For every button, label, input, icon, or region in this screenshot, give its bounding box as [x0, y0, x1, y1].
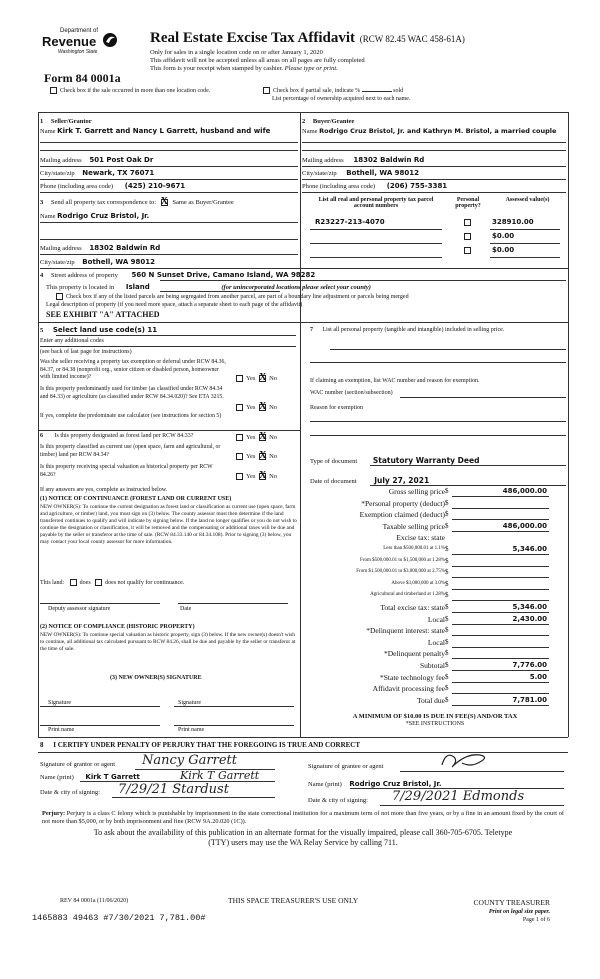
section2-header [302, 118, 567, 125]
dollar-sign: $ [445, 591, 449, 600]
tax-table [305, 486, 567, 706]
tax-label: *Personal property (deduct) [361, 498, 445, 508]
located-county[interactable]: Island [125, 283, 150, 291]
checkbox-no[interactable]: X [259, 450, 267, 462]
correspondence-mail-row [40, 244, 160, 252]
section5-landuse [40, 326, 157, 334]
legal-desc-label: Legal description of property (if you need more space, attach a separate sheet to each page of the affidavit) [46, 302, 303, 308]
check-multi-location[interactable] [50, 87, 210, 94]
new-owner-print-label-2: Print name [178, 727, 205, 733]
section1-header [40, 118, 298, 125]
tax-label: Total due [416, 695, 445, 705]
check-partial-sale[interactable] [263, 87, 403, 94]
this-land-row [40, 579, 184, 586]
correspondence-mail[interactable]: 18302 Baldwin Rd [89, 244, 161, 252]
checkbox-multi-location[interactable] [50, 87, 57, 94]
header-line1: Only for sales in a single location code on or after January 1, 2020 [150, 49, 323, 56]
section1-number: 1 [40, 118, 44, 125]
tax-label: Total excise tax: state [380, 602, 445, 612]
dollar-sign: $ [445, 544, 449, 553]
parcel-row-3 [315, 246, 565, 256]
checkbox-does[interactable] [70, 579, 77, 586]
parcel-number[interactable]: R23227-213-4070 [315, 218, 385, 226]
checkbox-yes[interactable] [236, 473, 243, 480]
new-owner-sig-label-1: Signature [48, 700, 71, 706]
s5-q2-answer [236, 401, 278, 413]
segregated-label: Check box if any of the listed parcels are being segregated from another parcel, are part of a boundary line adjustment or parcels being merged [66, 293, 409, 300]
notice2-title: (2) NOTICE OF COMPLIANCE (HISTORIC PROPERTY) [40, 624, 195, 630]
bracket-label: Agricultural and timberland at 1.28% [370, 592, 445, 598]
does-not-label: does not qualify for continuance. [105, 579, 185, 586]
doc-type[interactable]: Statutory Warranty Deed [372, 456, 480, 465]
checkbox-personal-property[interactable] [464, 219, 471, 226]
check-multi-label: Check box if the sale occurred in more than one location code. [60, 87, 211, 94]
dollar-sign: $ [445, 672, 449, 681]
buyer-mail-row [302, 156, 424, 164]
notice1-text: NEW OWNER(S): To continue the current designation as forest land or classification as current use (open space, farm and agriculture, or timber) land, you must sign on (3) below. The county assessor must then determine if the land transferred continues to qualify and will indicate by signing below. If the land no longer qualifies or you do not wish to continue the designation or classification, it will be removed and the compensating or additional taxes will be due and payable by the seller or transferor at the time of sale. (RCW 84.33.140 or 84.34.108). Prior to signing (3) below, you may contact your local county assessor for more information. [40, 504, 297, 545]
seller-mail[interactable]: 501 Post Oak Dr [89, 156, 154, 164]
tax-row [305, 683, 567, 695]
buyer-name-label: Name [302, 128, 318, 135]
bracket-label: Above $3,000,000 at 3.0% [391, 580, 445, 586]
if-yes-note: If any answers are yes, complete as instructed below. [40, 487, 168, 493]
doc-date[interactable]: July 27, 2021 [374, 476, 430, 485]
bracket-row [305, 556, 567, 568]
header-line3-italic: Please type or print. [284, 65, 338, 72]
logo-dept-text: Department of [60, 28, 99, 34]
header-line2: This affidavit will not be accepted unless all areas on all pages are fully completed [150, 57, 365, 64]
pct-ownership-note: List percentage of ownership acquired next to each name. [272, 96, 411, 102]
correspondence-name-label: Name [40, 213, 56, 220]
assessed-value[interactable]: 328910.00 [492, 218, 534, 226]
section1-title: Seller/Grantor [50, 118, 92, 125]
section3-send [40, 196, 234, 208]
seller-mail-label: Mailing address [40, 157, 82, 164]
yes-label: Yes [246, 473, 256, 480]
bracket-value[interactable]: 5,346.00 [512, 544, 547, 553]
notice1-title: (1) NOTICE OF CONTINUANCE (FOREST LAND OR CURRENT USE) [40, 496, 232, 502]
yes-label: Yes [246, 434, 256, 441]
s5-question2b: If yes, complete the predominate use calculator (see instructions for section 5) [40, 413, 222, 419]
see-back-note: (see back of last page for instructions) [40, 349, 132, 355]
tax-row [305, 637, 567, 649]
send-correspondence-label: Send all property tax correspondence to: [50, 199, 157, 206]
dollar-sign: $ [445, 637, 449, 646]
reason-label: Reason for exemption [310, 405, 363, 411]
street-label: Street address of property [50, 272, 118, 279]
tax-label: Taxable selling price [382, 521, 445, 531]
tax-value[interactable]: 5,346.00 [512, 602, 547, 611]
form-title-block [150, 30, 570, 47]
doc-date-row [310, 476, 429, 485]
enter-additional-codes: Enter any additional codes [40, 338, 104, 344]
buyer-name[interactable]: Rodrigo Cruz Bristol, Jr. and Kathryn M. Bristol, a married couple [319, 127, 557, 135]
section2-number: 2 [302, 118, 306, 125]
checkbox-yes[interactable] [236, 404, 243, 411]
section4-street [40, 271, 315, 279]
does-label: does [79, 579, 91, 586]
alt-format-line2: (TTY) users may use the WA Relay Service by calling 711. [208, 838, 398, 847]
section5-number: 5 [40, 327, 44, 334]
s6-q1-text: Is this property designated as forest land per RCW 84.33? [54, 433, 194, 439]
checkbox-does-not[interactable] [95, 579, 102, 586]
buyer-mail-label: Mailing address [302, 157, 344, 164]
bracket-label: From $1,500,000.01 to $3,000,000 at 2.75% [356, 569, 445, 575]
s5-q1-answer [236, 372, 278, 384]
perjury-label: Perjury: [42, 810, 66, 817]
header-line3 [150, 65, 338, 72]
tax-row [305, 602, 567, 614]
tax-row [305, 498, 567, 510]
bracket-row [305, 544, 567, 556]
tax-label: *Delinquent penalty [383, 649, 445, 659]
section2 [302, 118, 567, 135]
grantor-signature[interactable]: Nancy Garrett [142, 753, 237, 768]
grantee-name-row [308, 780, 442, 788]
assessed-col-header: Assessed value(s) [505, 197, 550, 203]
new-owner-sig-label-2: Signature [178, 700, 201, 706]
tax-value[interactable]: 2,430.00 [512, 614, 547, 623]
tax-label: Exemption claimed (deduct) [359, 510, 445, 520]
s6-question2: Is this property classified as current use (open space, farm and agricultural, or timber) land per RCW 84.34? [40, 444, 221, 458]
correspondence-city-row [40, 258, 155, 266]
perjury-text: Perjury is a class C felony which is punishable by imprisonment in the state correctional institution for a maximum term of not more than five years, or by a fine in an amount fixed by the court of not more than $5,000, or by both imprisonment and fine (RCW 9A.20.020 (1C)). [42, 810, 564, 825]
section7-personal [310, 326, 565, 334]
yes-label: Yes [246, 375, 256, 382]
section2-title: Buyer/Grantee [312, 118, 355, 125]
correspondence-city[interactable]: Bothell, WA 98012 [82, 258, 156, 266]
seller-phone-row [40, 182, 185, 190]
dollar-sign: $ [445, 614, 449, 623]
dollar-sign: $ [445, 695, 449, 704]
checkbox-personal-property[interactable] [464, 233, 471, 240]
dollar-sign: $ [445, 498, 449, 507]
s5-question2: Is this property predominantly used for timber (as classified under RCW 84.34 and 84.33) or agriculture (as classified under RCW 84.34.020)? See ETA 3215. [40, 386, 224, 400]
located-row [46, 283, 371, 291]
land-use-code[interactable]: Select land use code(s) 11 [52, 326, 158, 334]
treasurer-space: THIS SPACE TREASURER'S USE ONLY [228, 896, 359, 905]
checkbox-yes[interactable] [236, 375, 243, 382]
correspondence-city-label: City/state/zip [40, 259, 75, 266]
buyer-phone-row [302, 182, 447, 190]
checkbox-no[interactable]: X [259, 431, 267, 443]
located-note: (for unincorporated locations please select your county) [221, 284, 371, 291]
tax-label: *State technology fee [380, 672, 445, 682]
property-street[interactable]: 560 N Sunset Drive, Camano Island, WA 98282 [131, 271, 316, 279]
tax-row [305, 521, 567, 533]
checkbox-yes[interactable] [236, 453, 243, 460]
seller-phone[interactable]: (425) 210-9671 [124, 182, 186, 190]
grantor-name[interactable]: Kirk T Garrett [85, 773, 140, 781]
dollar-sign: $ [445, 568, 449, 577]
checkbox-same-as-buyer[interactable]: X [160, 196, 168, 208]
new-owner-print-label-1: Print name [48, 727, 75, 733]
s6-question3: Is this property receiving special valuation as historical property per RCW 84.26? [40, 464, 213, 478]
tax-label: Affidavit processing fee [372, 684, 445, 694]
header-line3-text: This form is your receipt when stamped by cashier. [150, 65, 284, 72]
revenue-logo [42, 28, 122, 70]
tax-value[interactable]: 7,776.00 [512, 660, 547, 669]
seller-mail-row [40, 156, 153, 164]
dollar-sign: $ [445, 579, 449, 588]
s6-question1 [40, 433, 193, 439]
grantee-sig-label: Signature of grantee or agent [308, 763, 384, 770]
grantor-name-row [40, 773, 140, 781]
check-partial-label: Check box if partial sale, indicate % [273, 87, 361, 94]
tax-row [305, 614, 567, 626]
notice2-text: NEW OWNER(S): To continue special valuation as historic property, sign (3) below. If the new owner(s) doesn't wish to continue, all additional tax calculated pursuant to RCW 84.26, shall be due and payable by the seller or transferor at the time of sale. [40, 632, 296, 652]
yes-label: Yes [246, 404, 256, 411]
page-number: Page 1 of 6 [522, 917, 550, 923]
dollar-sign: $ [445, 626, 449, 635]
assessed-value[interactable]: $0.00 [492, 232, 515, 240]
tax-row [305, 672, 567, 684]
grantee-signature-icon[interactable] [440, 747, 495, 771]
s6-q2-answer [236, 450, 278, 462]
seller-name-row [40, 127, 298, 135]
county-treasurer: COUNTY TREASURER [473, 898, 550, 907]
checkbox-no[interactable]: X [259, 470, 267, 482]
tax-row [305, 648, 567, 660]
tax-row [305, 532, 567, 544]
checkbox-segregated[interactable] [56, 293, 63, 300]
correspondence-mail-label: Mailing address [40, 245, 82, 252]
form-number: Form 84 0001a [44, 71, 121, 85]
section3-number: 3 [40, 199, 44, 206]
checkbox-no[interactable]: X [259, 401, 267, 413]
section8-number: 8 [40, 741, 44, 749]
dollar-sign: $ [445, 487, 449, 495]
buyer-phone-label: Phone (including area code) [302, 183, 376, 190]
personal-list-label: List all personal property (tangible and intangible) included in selling price. [322, 327, 505, 333]
grantee-name-label: Name (print) [308, 781, 342, 788]
tax-label: Subtotal [419, 660, 445, 670]
parcel-row-2 [315, 232, 565, 242]
no-label: No [269, 375, 278, 382]
doc-type-label: Type of document [310, 458, 358, 465]
grantor-sig-row [40, 761, 115, 768]
grantor-date-city[interactable]: 7/29/21 Stardust [118, 782, 229, 797]
minimum-fee-note: A MINIMUM OF $10.00 IS DUE IN FEE(S) AND/OR TAX [352, 713, 518, 720]
tax-label: *Delinquent interest: state [366, 626, 445, 636]
section7-number: 7 [310, 327, 313, 333]
grantee-date-label: Date & city of signing: [308, 797, 368, 804]
grantor-date-label: Date & city of signing: [40, 789, 100, 796]
buyer-name-row [302, 127, 567, 135]
wac-label: WAC number (section/subsection) [310, 390, 393, 396]
rev-number: REV 84 0001a (11/06/2020) [60, 898, 129, 904]
dollar-sign: $ [445, 684, 449, 693]
bracket-label: Less than $500,000.01 at 1.1% [383, 545, 445, 551]
legal-description[interactable]: SEE EXHIBIT "A" ATTACHED [46, 310, 160, 319]
notice3-title: (3) NEW OWNER(S) SIGNATURE [110, 675, 202, 681]
dollar-sign: $ [445, 521, 449, 530]
perjury-note [42, 810, 564, 826]
tax-label: Local [427, 637, 445, 647]
logo-state-text: Washington State [58, 49, 98, 55]
no-label: No [269, 473, 278, 480]
bracket-row [305, 579, 567, 591]
s6-q3-answer [236, 470, 278, 482]
doc-date-label: Date of document [310, 478, 357, 485]
tax-row [305, 695, 567, 707]
assessed-value[interactable]: $0.00 [492, 246, 515, 254]
no-label: No [269, 404, 278, 411]
dollar-sign: $ [445, 602, 449, 611]
grantor-sig-label: Signature of grantor or agent [40, 761, 116, 768]
bracket-label: From $500,000.01 to $1,500,000 at 1.28% [360, 557, 445, 563]
cashier-stamp: 1465883 49463 #7/30/2021 7,781.00# [32, 913, 206, 923]
grantee-date-row [308, 797, 368, 804]
tax-value[interactable]: 7,781.00 [512, 695, 547, 704]
see-instructions-note: *SEE INSTRUCTIONS [405, 721, 465, 727]
alt-format-line1: To ask about the availability of this publication in an alternate format for the visually impaired, please call 360-705-6705. Teletype [93, 828, 513, 837]
buyer-mail[interactable]: 18302 Baldwin Rd [353, 156, 425, 164]
dollar-sign: $ [445, 649, 449, 658]
grantee-sig-row [308, 763, 383, 770]
tax-row [305, 509, 567, 521]
checkbox-yes[interactable] [236, 434, 243, 441]
grantor-signature-2[interactable]: Kirk T Garrett [180, 769, 260, 782]
doc-type-row [310, 456, 479, 465]
certify-text: I CERTIFY UNDER PENALTY OF PERJURY THAT THE FOREGOING IS TRUE AND CORRECT [53, 741, 361, 749]
dollar-sign: $ [445, 556, 449, 565]
bracket-row [305, 567, 567, 579]
logo-revenue-text: Revenue [42, 34, 97, 49]
section4-number: 4 [40, 272, 44, 279]
s5-question1: Was the seller receiving a property tax exemption or deferral under RCW 84.36, 84.37, or 84.38 (nonprofit org., senior citizen or disabled person, homeowner with limited income)? [40, 359, 226, 380]
form-title: Real Estate Excise Tax Affidavit [150, 30, 355, 46]
check-segregated[interactable] [56, 293, 409, 300]
grantee-date-city[interactable]: 7/29/2021 Edmonds [392, 789, 525, 804]
section1 [40, 118, 298, 135]
parcel-col-header: List all real and personal property tax parcel account numbers [318, 197, 434, 209]
s6-q1-answer [236, 431, 278, 443]
seller-name[interactable]: Kirk T. Garrett and Nancy L Garrett, husband and wife [57, 127, 271, 135]
checkbox-no[interactable]: X [259, 372, 267, 384]
correspondence-name-row [40, 212, 149, 220]
buyer-city-label: City/state/zip [302, 170, 337, 177]
tax-label: Local [427, 614, 445, 624]
no-label: No [269, 453, 278, 460]
logo-swirl-icon [102, 32, 118, 48]
checkbox-partial-sale[interactable] [263, 87, 270, 94]
seller-city[interactable]: Newark, TX 76071 [82, 169, 155, 177]
buyer-city[interactable]: Bothell, WA 98012 [346, 169, 420, 177]
deputy-date-label: Date [180, 606, 192, 612]
sold-label: sold [393, 87, 404, 94]
tax-value[interactable]: 5.00 [529, 672, 547, 681]
certify-row [40, 741, 360, 749]
seller-city-label: City/state/zip [40, 170, 75, 177]
seller-city-row [40, 169, 154, 177]
form-rcw: (RCW 82.45 WAC 458-61A) [359, 34, 465, 44]
bracket-row [305, 590, 567, 602]
seller-phone-label: Phone (including area code) [40, 183, 114, 190]
this-land-label: This land: [40, 579, 65, 586]
tax-row [305, 625, 567, 637]
grantor-date-row [40, 789, 100, 796]
checkbox-personal-property[interactable] [464, 247, 471, 254]
no-label: No [269, 434, 278, 441]
seller-name-label: Name [40, 128, 56, 135]
buyer-city-row [302, 169, 419, 177]
same-as-buyer-label: Same as Buyer/Grantee [172, 199, 234, 206]
parcel-row-1 [315, 218, 565, 228]
tax-label: Excise tax: state [396, 533, 445, 543]
dollar-sign: $ [445, 510, 449, 519]
dollar-sign: $ [445, 660, 449, 669]
buyer-phone[interactable]: (206) 755-3381 [386, 182, 448, 190]
tax-row [305, 660, 567, 672]
tax-value[interactable]: 486,000.00 [502, 487, 547, 495]
correspondence-name[interactable]: Rodrigo Cruz Bristol, Jr. [57, 212, 150, 220]
yes-label: Yes [246, 453, 256, 460]
personal-col-header: Personal property? [455, 197, 481, 209]
deputy-sig-label: Deputy assessor signature [48, 606, 111, 612]
exemption-question: If claiming an exemption, list WAC number and reason for exemption. [310, 378, 480, 384]
section6-number: 6 [40, 433, 43, 439]
legal-size-note: Print on legal size paper. [488, 909, 550, 915]
tax-row [305, 486, 567, 498]
grantee-name[interactable]: Rodrigo Cruz Bristol, Jr. [349, 780, 442, 788]
grantor-name-label: Name (print) [40, 774, 74, 781]
tax-value[interactable]: 486,000.00 [502, 521, 547, 530]
tax-label: Gross selling price [388, 487, 445, 496]
located-label: This property is located in [46, 284, 115, 291]
